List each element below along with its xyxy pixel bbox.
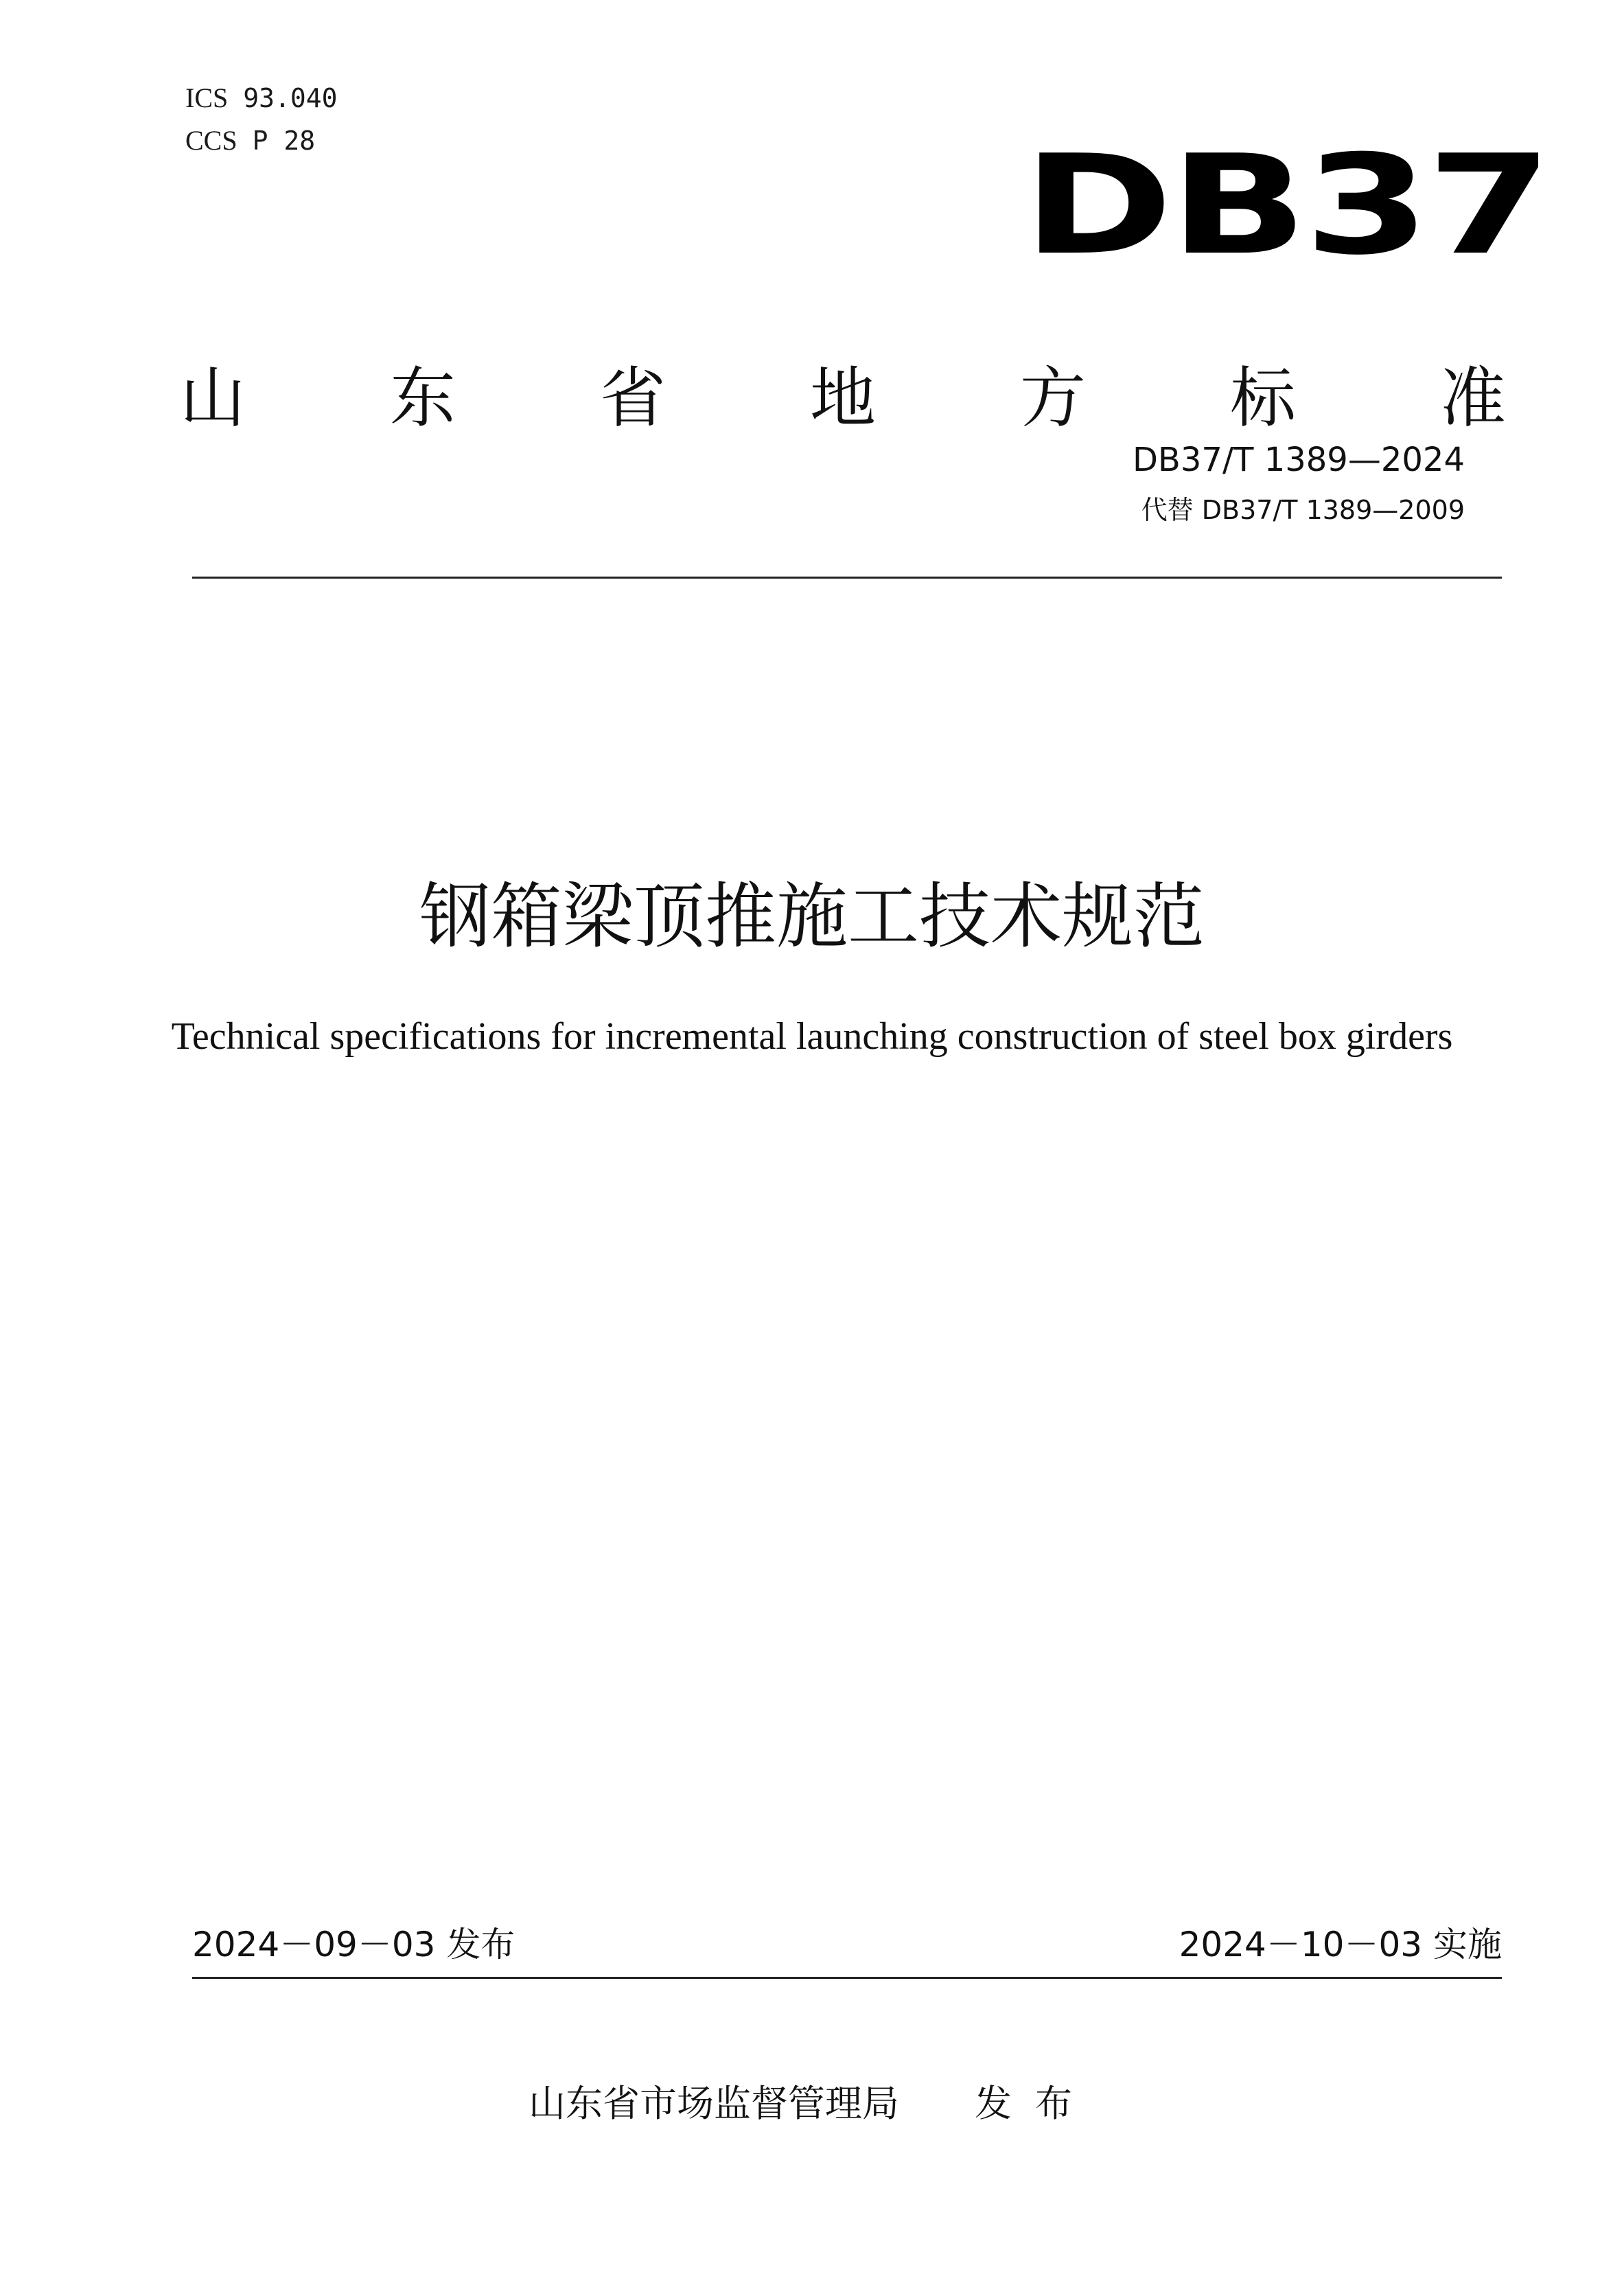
document-title-english: Technical specifications for incremental launching construction of steel box girders xyxy=(171,1015,1453,1058)
ccs-line xyxy=(185,119,338,162)
ccs-label: CCS xyxy=(185,125,237,156)
heading-char: 东 xyxy=(390,360,456,437)
ccs-code: P 28 xyxy=(252,126,316,156)
document-title-chinese: 钢箱梁顶推施工技术规范 xyxy=(419,874,1205,958)
standard-category-heading xyxy=(180,357,1506,439)
heading-char: 地 xyxy=(810,360,876,437)
heading-char: 标 xyxy=(1230,360,1296,437)
heading-char: 准 xyxy=(1440,360,1506,437)
ics-line xyxy=(185,77,338,119)
ics-label: ICS xyxy=(185,82,229,113)
implementation-date: 2024－10－03 实施 xyxy=(1179,1925,1502,1964)
db37-logo: DB37 xyxy=(1023,126,1549,286)
issue-date: 2024－09－03 发布 xyxy=(192,1925,515,1964)
heading-char: 方 xyxy=(1020,360,1086,437)
standard-number: DB37/T 1389—2024 xyxy=(1132,441,1465,479)
publisher-line xyxy=(0,2080,1624,2128)
publish-action: 发布 xyxy=(975,2082,1095,2125)
heading-char: 省 xyxy=(600,360,666,437)
replaces-standard: 代替 DB37/T 1389—2009 xyxy=(1141,495,1465,525)
top-divider xyxy=(192,577,1502,579)
heading-char: 山 xyxy=(180,360,246,437)
publisher-name: 山东省市场监督管理局 xyxy=(529,2082,899,2125)
ics-code: 93.040 xyxy=(243,83,338,113)
classification-codes xyxy=(185,77,338,162)
bottom-divider xyxy=(192,1977,1502,1979)
